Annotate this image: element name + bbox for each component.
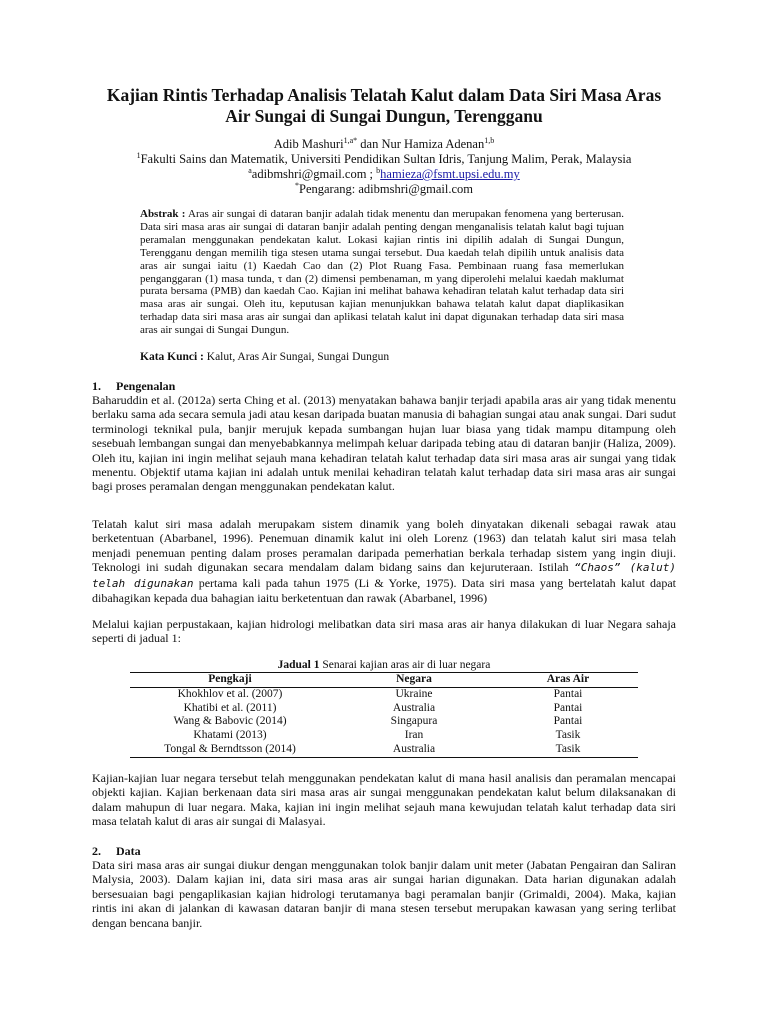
paper-title — [80, 85, 688, 127]
table-header-row — [130, 673, 638, 688]
table-cell: Pantai — [553, 701, 583, 714]
table-row — [130, 702, 638, 716]
corresponding-superscript: * — [295, 180, 299, 190]
table-cell: Wang & Babovic (2014) — [173, 715, 287, 728]
author-1-superscript: 1,a* — [343, 135, 358, 145]
table-cell: Iran — [404, 729, 424, 742]
table-row — [130, 715, 638, 729]
intro-paragraph-1: Baharuddin et al. (2012a) serta Ching et al. (2013) menyatakan bahawa banjir terjadi apabila aras air yang tidak menentu berlaku sama ada secara semula jadi atau kesan daripada buatan manusia di bahagian sungai atau anak sungai. Dari sudut terminologi teknikal pula, banjir merujuk kepada sumbangan hujan luar biasa yang tidak mampu ditampung oleh sesebuah lembangan sungai dan menyebabkannya melimpah keluar daripada tebing atau di dataran banjir (Haliza, 2009). Oleh itu, kajian ini ingin melihat sejauh mana kehadiran telatah kalut terhadap data siri masa aras air sungai yang tidak menentu. Objektif utama kajian ini adalah untuk menilai kehadiran telatah kalut terhadap data siri masa aras air sungai bagi proses peramalan dengan menggunakan pendekatan kalut. — [92, 393, 676, 494]
table-header-cell: Pengkaji — [130, 673, 330, 688]
section-title: Pengenalan — [116, 379, 176, 393]
keywords-label: Kata Kunci : — [140, 351, 204, 363]
table-row — [130, 687, 638, 701]
section-number: 1. — [92, 379, 101, 393]
email-a-superscript: a — [248, 165, 252, 175]
abstract — [140, 208, 624, 337]
table-caption-label: Jadual 1 — [277, 659, 320, 671]
intro-paragraph-2-text: Telatah kalut siri masa adalah merupakam sistem dinamik yang boleh dinyatakan dikenali sebagai rawak atau berketentuan (Abarbanel, 1996). Penemuan dinamik kalut ini oleh Lorenz (1963) dan telatah kalut siri masa telah menjadi penemuan penting dalam proses peramalan daripada pemerhatian berkala terhadap sistem yang ingin diuji. Teknologi ini sudah digunakan secara mendalam dalam bidang sains dan kejuruteraan. Istilah — [92, 517, 676, 575]
table-caption — [130, 658, 638, 672]
table-cell: Pantai — [553, 715, 583, 728]
affiliation: Fakulti Sains dan Matematik, Universiti Pendidikan Sultan Idris, Tanjung Malim, Perak, Malaysia — [140, 152, 632, 166]
table-cell: Tasik — [555, 729, 581, 742]
keywords — [140, 350, 624, 364]
title-line-2: Air Sungai di Sungai Dungun, Terengganu — [225, 106, 543, 126]
affiliation-line — [80, 152, 688, 167]
email-b-link[interactable]: hamieza@fsmt.upsi.edu.my — [380, 167, 520, 181]
author-connector: dan — [360, 137, 379, 151]
intro-paragraph-2-text-continued: pertama kali pada tahun 1975 (Li & Yorke, 1975). Data siri masa yang bertelatah kalut dapat dibahagikan kepada dua bahagian iaitu berketentuan dan rawak (Abarbanel, 1996) — [92, 575, 676, 606]
title-line-1: Kajian Rintis Terhadap Analisis Telatah Kalut dalam Data Siri Masa Aras — [106, 85, 662, 105]
author-2: Nur Hamiza Adenan — [381, 137, 485, 151]
author-line — [80, 137, 688, 152]
section-introduction-heading — [92, 379, 676, 394]
section-number: 2. — [92, 844, 101, 858]
table-row — [130, 743, 638, 757]
table-cell: Khokhlov et al. (2007) — [177, 687, 283, 700]
section-heading — [92, 844, 676, 859]
table-cell: Australia — [392, 701, 436, 714]
corresponding-line — [80, 182, 688, 197]
keywords-text: Kalut, Aras Air Sungai, Sungai Dungun — [206, 351, 390, 363]
table-row — [130, 729, 638, 743]
table-cell: Australia — [330, 743, 498, 757]
author-block — [80, 137, 688, 197]
table-header-cell: Negara — [330, 673, 498, 688]
section-title: Data — [116, 844, 141, 858]
data-paragraph-1: Data siri masa aras air sungai diukur dengan menggunakan tolok banjir dalam unit meter (Jabatan Pengairan dan Saliran Malysia, 2003). Dalam kajian ini, data siri masa aras air sungai harian digunakan. Data harian digunakan adalah bersesuaian bagi pengaplikasian kajian hidrologi terutamanya bagi peramalan banjir (Grimaldi, 2004). Maka, kajian rintis ini akan di jalankan di kawasan dataran banjir di mana stesen tersebut merupakan kawasan yang sering terlibat dengan bencana banjir. — [92, 858, 676, 930]
affiliation-superscript: 1 — [136, 150, 141, 160]
intro-paragraph-3: Melalui kajian perpustakaan, kajian hidrologi melibatkan data siri masa aras air hanya dilakukan di luar Negara sahaja seperti di jadual 1: — [92, 617, 676, 646]
corresponding-author: Pengarang: adibmshri@gmail.com — [299, 182, 473, 196]
table-header-cell: Aras Air — [498, 673, 638, 688]
table-cell: Singapura — [390, 715, 438, 728]
email-b-superscript: b — [376, 165, 381, 175]
chaos-term: “Chaos” (kalut) telah digunakan — [92, 561, 676, 590]
section-heading — [92, 379, 676, 394]
table-cell: Tasik — [498, 743, 638, 757]
abstract-label: Abstrak : — [140, 208, 186, 220]
table-cell: Tongal & Berndtsson (2014) — [130, 743, 330, 757]
table-cell: Pantai — [553, 687, 583, 700]
table-cell: Khatami (2013) — [193, 729, 267, 742]
email-line — [80, 167, 688, 182]
studies-table — [130, 672, 638, 758]
abstract-text: Aras air sungai di dataran banjir adalah tidak menentu dan merupakan fenomena yang berterusan. Data siri masa aras air sungai di dataran banjir adalah penting dengan menganalisis telatah kalut bagi tujuan peramalan menggunakan pendekatan kalut. Lokasi kajian rintis ini dipilih adalah di Sungai Dungun, Terengganu dengan memilih tiga stesen utama sungai tersebut. Dua kaedah telah dipilih untuk analisis data aras air sungai iaitu (1) Kaedah Cao dan (2) Plot Ruang Fasa. Pembinaan ruang fasa memerlukan penganggaran (1) masa tunda, τ dan (2) dimensi pembenaman, m yang diperolehi melalui kaedah maklumat purata bersama (PMB) dan kaedah Cao. Kajian ini melihat bahawa kehadiran telatah kalut terhadap data siri masa aras air sungai. Oleh itu, keputusan kajian menunjukkan bahawa telatah kalut dapat diaplikasikan terhadap data siri masa aras air sungai dan aplikasi telatah kalut ini dapat digunakan terhadap data siri masa aras air sungai di Sungai Dungun. — [140, 208, 624, 337]
section-data-heading — [92, 844, 676, 859]
author-1: Adib Mashuri — [273, 137, 344, 151]
author-2-superscript: 1,b — [484, 135, 495, 145]
table-caption-text: Senarai kajian aras air di luar negara — [322, 659, 491, 671]
table-cell: Khatibi et al. (2011) — [183, 701, 277, 714]
table-cell: Ukraine — [395, 687, 433, 700]
email-a: adibmshri@gmail.com ; — [251, 167, 374, 181]
intro-paragraph-4: Kajian-kajian luar negara tersebut telah menggunakan pendekatan kalut di mana hasil analisis dan peramalan mencapai objekti kajian. Kajian berkenaan data siri masa aras air sungai menggunakan pendekatan kalut belum dilaksanakan di dalam mahupun di luar negara. Maka, kajian ini ingin melihat sejauh mana kewujudan telatah kalut terhadap data siri masa telatah kalut di aras air sungai di Malasyai. — [92, 771, 676, 829]
intro-paragraph-2 — [92, 517, 676, 605]
